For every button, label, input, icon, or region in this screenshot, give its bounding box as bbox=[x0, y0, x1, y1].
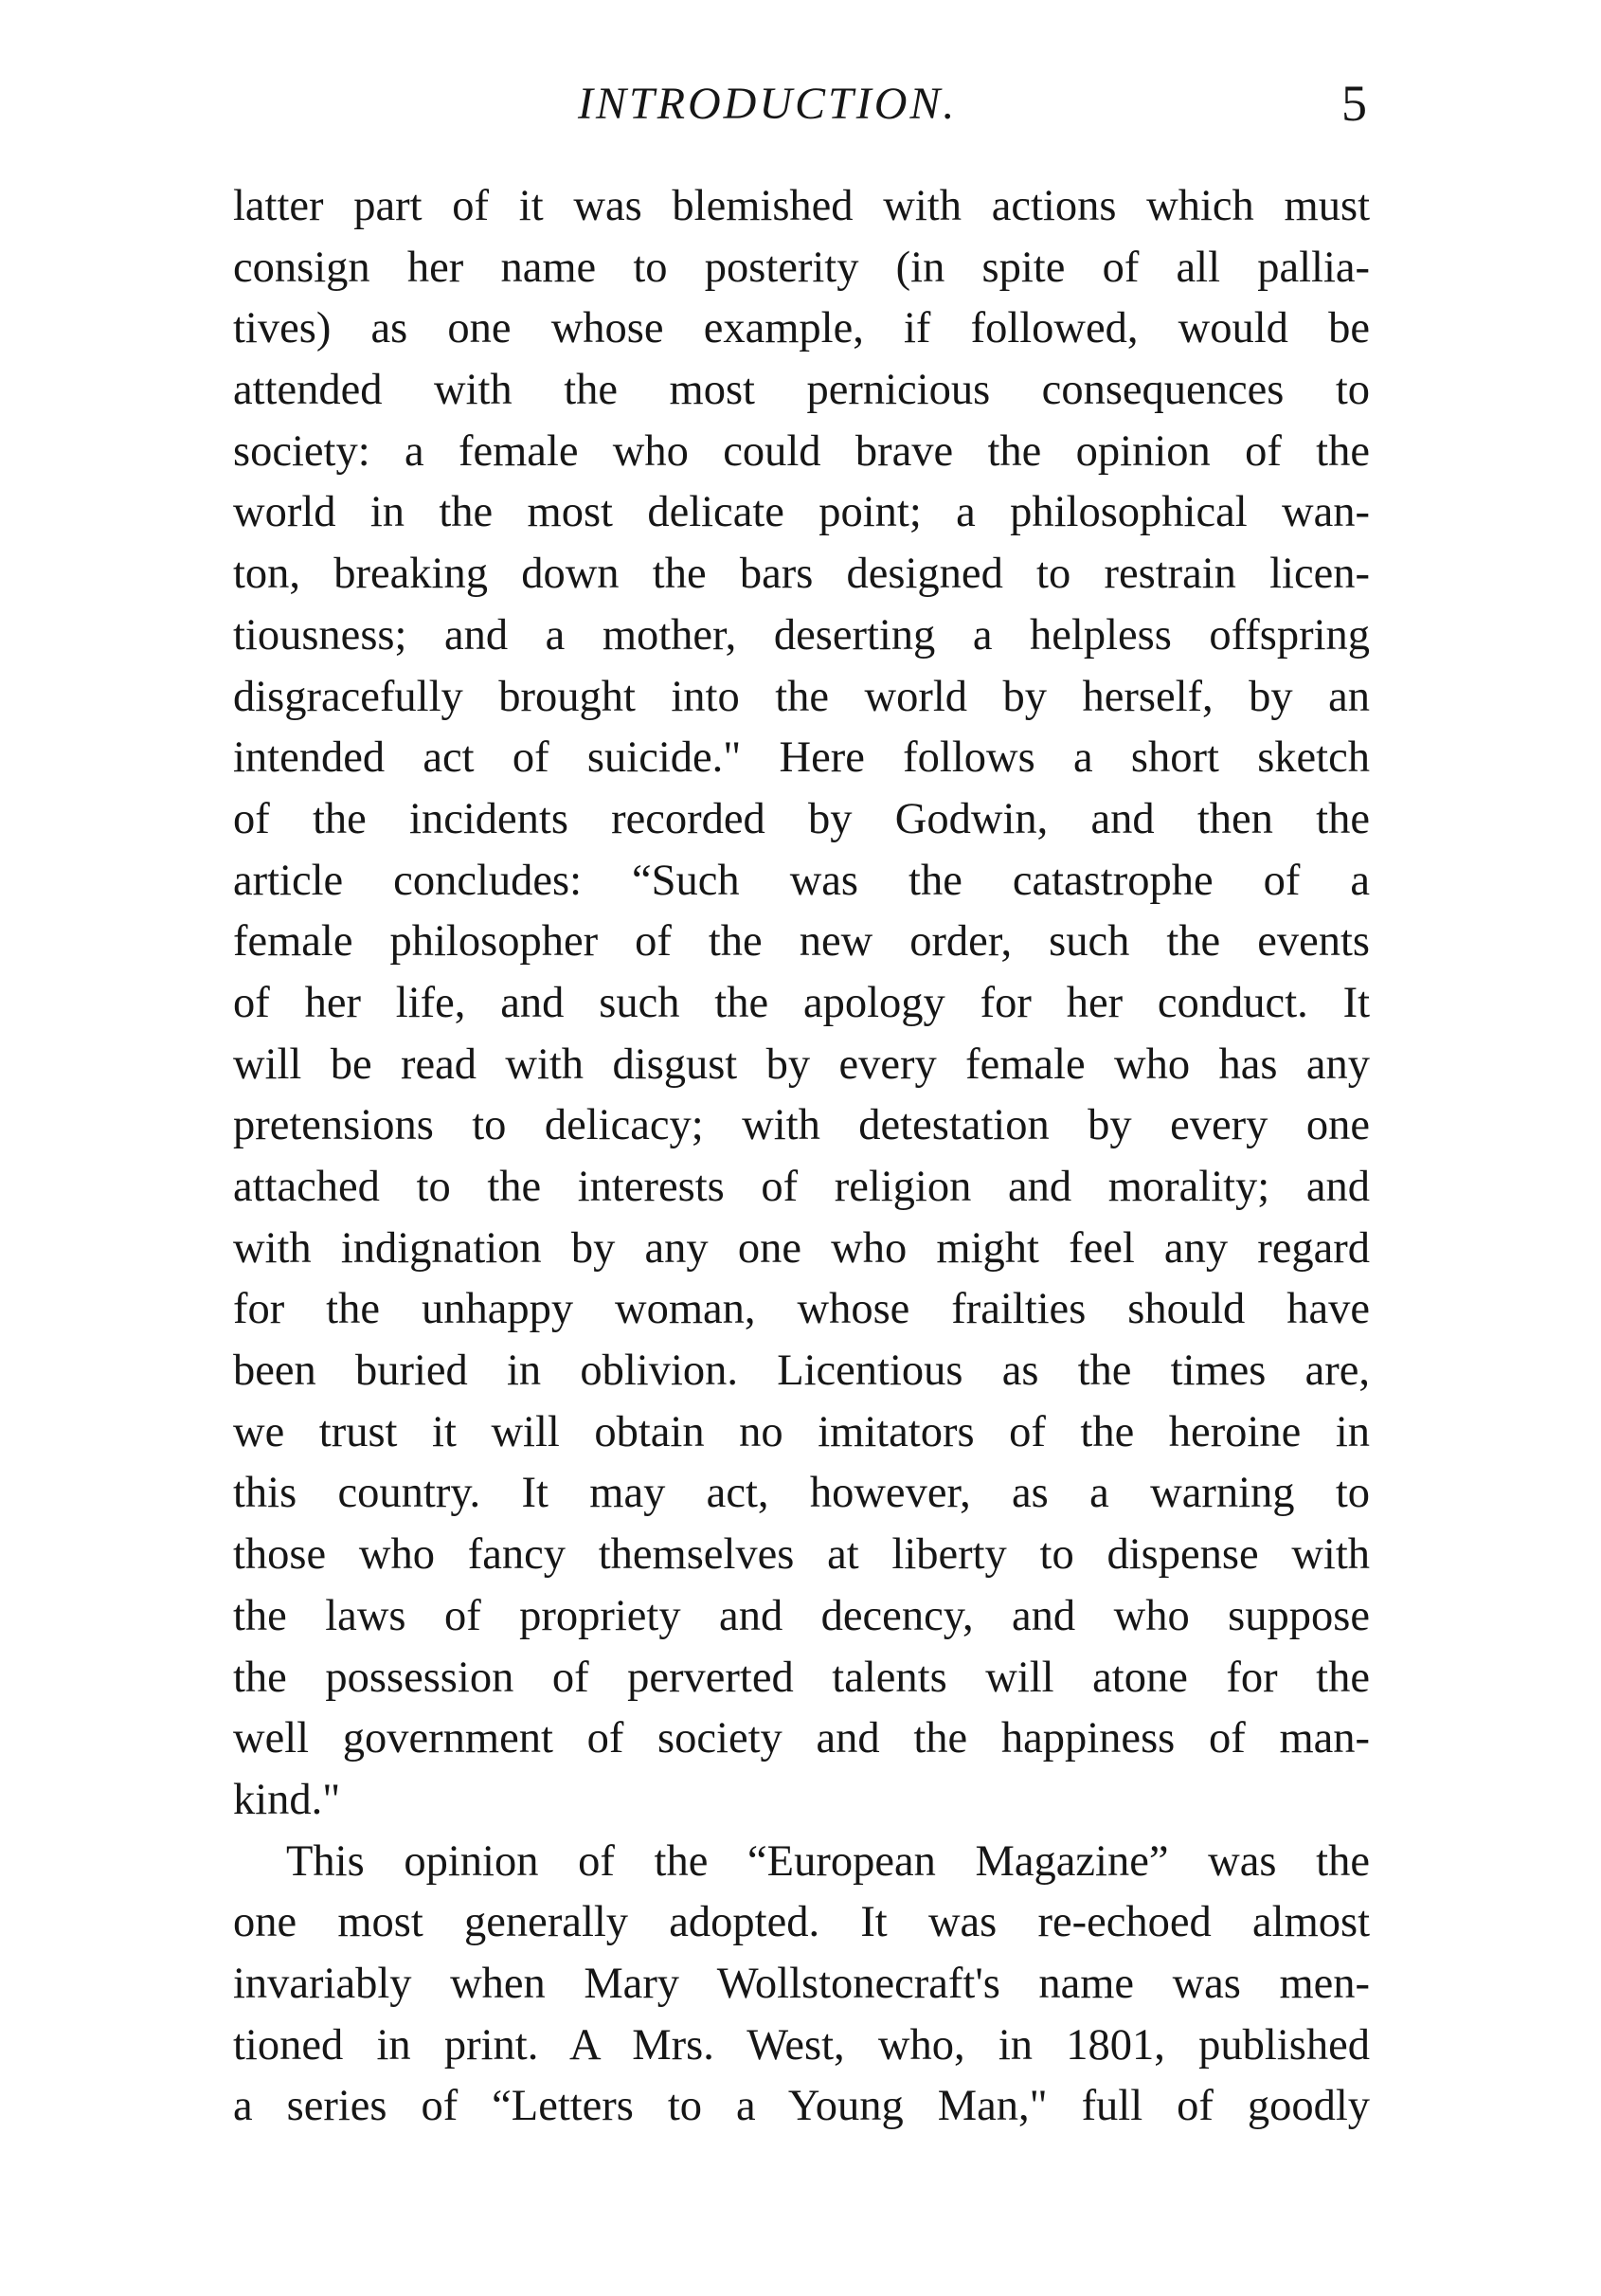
text-line: kind." bbox=[233, 1775, 341, 1824]
text-line: tiousness; and a mother, deserting a helpless offspring bbox=[233, 610, 1370, 660]
running-title: INTRODUCTION. bbox=[578, 79, 958, 129]
text-line: ton, breaking down the bars designed to restrain licen- bbox=[233, 550, 1370, 599]
text-line: a series of “Letters to a Young Man," full of goodly bbox=[233, 2082, 1370, 2131]
text-line: invariably when Mary Wollstonecraft's name was men- bbox=[233, 1959, 1370, 2008]
text-line: pretensions to delicacy; with detestation by every one bbox=[233, 1101, 1370, 1150]
body-text bbox=[233, 176, 1370, 2138]
text-line: for the unhappy woman, whose frailties should have bbox=[233, 1285, 1370, 1334]
text-line: one most generally adopted. It was re-echoed almost bbox=[233, 1898, 1370, 1947]
text-line: will be read with disgust by every female who has any bbox=[233, 1040, 1370, 1089]
text-line: attended with the most pernicious consequences to bbox=[233, 366, 1370, 415]
text-line: those who fancy themselves at liberty to dispense with bbox=[233, 1530, 1370, 1580]
text-line: intended act of suicide." Here follows a short sketch bbox=[233, 733, 1370, 783]
text-line: disgracefully brought into the world by herself, by an bbox=[233, 672, 1370, 721]
text-line: of her life, and such the apology for her conduct. It bbox=[233, 978, 1370, 1027]
text-line: we trust it will obtain no imitators of the heroine in bbox=[233, 1407, 1370, 1456]
text-line: consign her name to posterity (in spite of all pallia- bbox=[233, 243, 1370, 292]
text-line: been buried in oblivion. Licentious as the times are, bbox=[233, 1347, 1370, 1396]
text-line: world in the most delicate point; a philosophical wan- bbox=[233, 488, 1370, 537]
text-line: the possession of perverted talents will atone for the bbox=[233, 1653, 1370, 1702]
text-line: attached to the interests of religion and morality; and bbox=[233, 1163, 1370, 1211]
text-line: the laws of propriety and decency, and who suppose bbox=[233, 1591, 1370, 1640]
text-line: with indignation by any one who might feel any regard bbox=[233, 1223, 1370, 1273]
text-line: society: a female who could brave the opinion of the bbox=[233, 426, 1370, 476]
text-line: female philosopher of the new order, such the events bbox=[233, 917, 1370, 967]
text-line: tives) as one whose example, if followed, would be bbox=[233, 304, 1370, 353]
text-line: tioned in print. A Mrs. West, who, in 1801, published bbox=[233, 2020, 1370, 2070]
text-line: This opinion of the “European Magazine” was the bbox=[286, 1836, 1370, 1886]
text-line: this country. It may act, however, as a warning to bbox=[233, 1469, 1370, 1518]
page-number: 5 bbox=[1341, 75, 1367, 132]
text-line: article concludes: “Such was the catastrophe of a bbox=[233, 856, 1370, 905]
text-line: latter part of it was blemished with actions which must bbox=[233, 182, 1370, 230]
text-line: of the incidents recorded by Godwin, and then the bbox=[233, 794, 1370, 843]
text-line: well government of society and the happiness of man- bbox=[233, 1714, 1370, 1763]
running-head bbox=[233, 75, 1370, 144]
